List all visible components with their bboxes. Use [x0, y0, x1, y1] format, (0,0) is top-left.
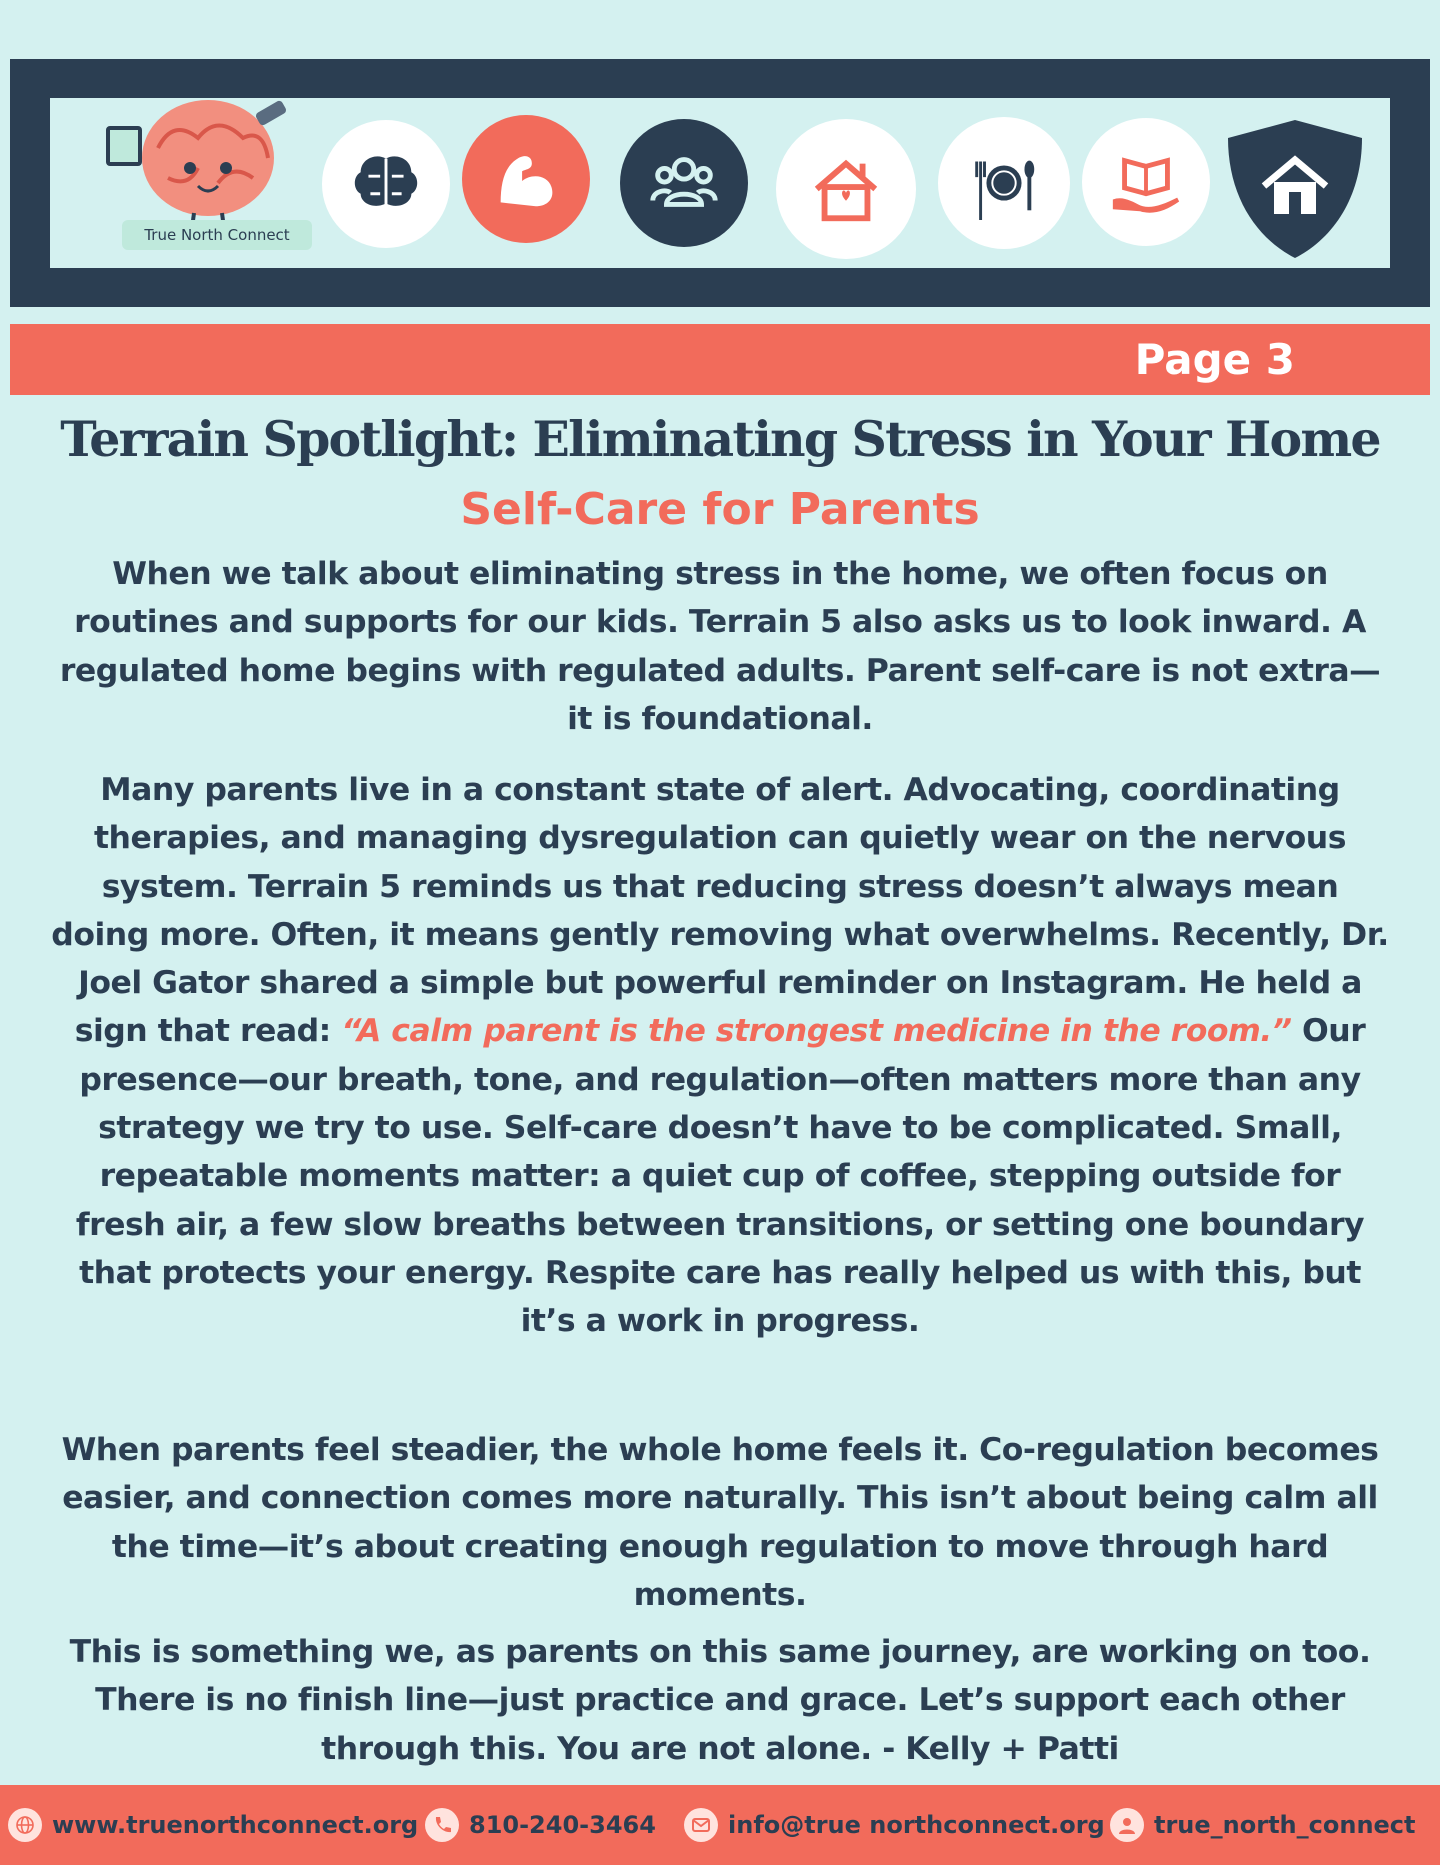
paragraph-coregulation: When parents feel steadier, the whole home feels it. Co-regulation becomes easier, and connection comes more naturally. This isn’t about being calm all the time—it’s about creating enough regulation to move through hard moments. — [61, 1432, 1379, 1613]
phone-icon — [425, 1808, 459, 1842]
paragraph-intro: When we talk about eliminating stress in the home, we often focus on routines and supports for our kids. Terrain 5 also asks us to look inward. A regulated home begins with regulated adults. Parent self-care is not extra—it is foundational. — [59, 556, 1381, 737]
plate-utensils-icon — [938, 117, 1070, 249]
paragraph-closing: This is something we, as parents on this same journey, are working on too. There is no finish line—just practice and grace. Let’s support each other through this. You are not alone. - Kelly + Patti — [69, 1634, 1371, 1767]
highlighted-quote: “A calm parent is the strongest medicine in the room.” — [341, 1013, 1292, 1050]
shield-home-icon — [1224, 116, 1366, 262]
phone-number[interactable]: 810-240-3464 — [469, 1811, 656, 1839]
page-bar — [10, 324, 1430, 395]
brain-icon — [322, 120, 450, 248]
hand-book-icon — [1082, 118, 1210, 246]
email-link[interactable]: info@true northconnect.org — [728, 1811, 1105, 1839]
page-subtitle: Self-Care for Parents — [460, 484, 980, 535]
page-title: Terrain Spotlight: Eliminating Stress in Your Home — [60, 410, 1380, 468]
paragraph-main-after: Our presence—our breath, tone, and regulation—often matters more than any strategy we try to use. Self-care doesn’t have to be complicated. Small, repeatable moments matter: a quiet cup of coffee, stepping outside for fresh air, a few slow breaths between transitions, or setting one boundary that protects your energy. Respite care has really helped us with this, but it’s a work in progress. — [75, 1013, 1366, 1340]
globe-icon — [8, 1808, 42, 1842]
logo-text: True North Connect — [122, 220, 312, 250]
footer-email[interactable] — [684, 1785, 1105, 1865]
social-handle[interactable]: true_north_connect — [1154, 1811, 1416, 1839]
user-icon — [1110, 1808, 1144, 1842]
footer-website[interactable] — [8, 1785, 418, 1865]
paragraph-main — [50, 766, 1390, 1346]
group-icon — [620, 119, 748, 247]
home-heart-icon — [776, 119, 916, 259]
mail-icon — [684, 1808, 718, 1842]
flexed-arm-icon — [462, 115, 590, 243]
website-link[interactable]: www.truenorthconnect.org — [52, 1811, 419, 1839]
paragraph-main-before: Many parents live in a constant state of alert. Advocating, coordinating therapies, and managing dysregulation can quietly wear on the nervous system. Terrain 5 reminds us that reducing stress doesn’t always mean doing more. Often, it means gently removing what overwhelms. Recently, Dr. Joel Gator shared a simple but powerful reminder on Instagram. He held a sign that read: — [51, 772, 1389, 1050]
footer-social[interactable] — [1110, 1785, 1416, 1865]
page-number: Page 3 — [1134, 335, 1295, 384]
footer — [0, 1785, 1440, 1865]
footer-phone[interactable] — [425, 1785, 656, 1865]
